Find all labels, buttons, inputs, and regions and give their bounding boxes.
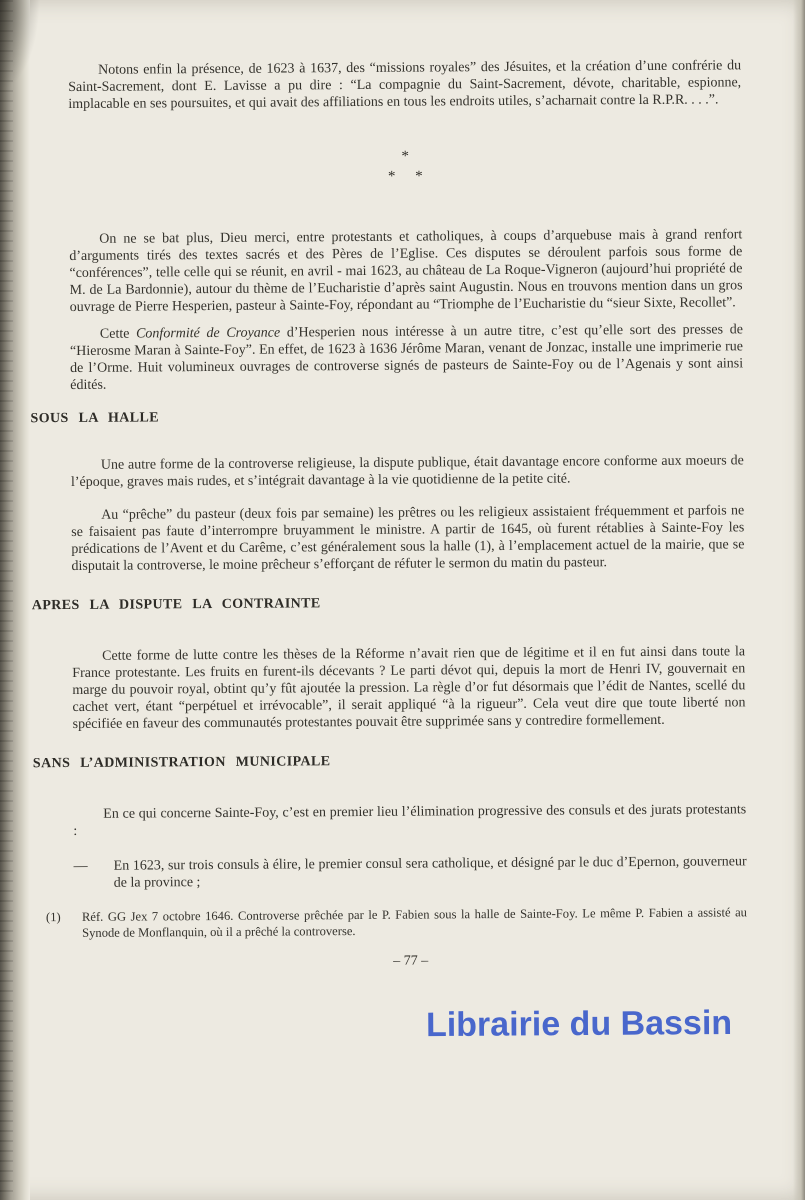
paragraph-preche: Au “prêche” du pasteur (deux fois par semaine) les prêtres ou les religieux assistaient fréquemment et parfois ne se faisaient pas faute d’interrompre bruyamment le ministre. A partir de 1645, où furent rétablies à Sainte-Foy les prédications de l’Avent et du Carême, c’est généralement sous la halle (1), à l’emplacement actuel de la mairie, que se disputait la controverse, le moine prêcheur s’efforçant de réfuter le sermon du matin du pasteur. <box>71 503 745 574</box>
footnote-text: Réf. GG Jex 7 octobre 1646. Controverse prêchée par le P. Fabien sous la halle de Sainte-Foy. Le même P. Fabien a assisté au Synode de Monflanquin, où il a prêché la controverse. <box>81 905 748 940</box>
asterisk-separator-top: * <box>401 148 409 165</box>
asterisk-separator-bottom: * * <box>387 168 423 185</box>
bookseller-watermark: Librairie du Bassin <box>425 1003 733 1045</box>
paragraph-lutte-reforme: Cette forme de lutte contre les thèses de la Réforme n’avait rien que de légitime et il en fut ainsi dans toute la France protestante. Les fruits en furent-ils décevants ? Le parti dévot qui, depuis la mort de Henri IV, gouvernait en marge du pouvoir royal, obtint qu’y fût ajoutée la pression. La règle d’or fut désormais que l’édit de Nantes, scellé du cachet vert, étant “perpétuel et irrévocable”, il serait appliqué “à la rigueur”. Cela veut dire que toute liberté non spécifiée en faveur des communautés protestantes pouvait être supprimée sans y contredire formellement. <box>72 644 746 732</box>
page-number: – 77 – <box>393 953 429 969</box>
section-heading-apres-la-dispute: APRES LA DISPUTE LA CONTRAINTE <box>31 596 321 614</box>
section-heading-sans-administration: SANS L’ADMINISTRATION MUNICIPALE <box>32 754 331 772</box>
paragraph-conformite-pre: Cette <box>99 326 137 342</box>
paragraph-disputes: On ne se bat plus, Dieu merci, entre protestants et catholiques, à coups d’arquebuse mais à grand renfort d’arguments tirés des textes sacrés et des Pères de l’Eglise. Ces disputes se déroulent parfois sous forme de “conférences”, telle celle qui se réunit, en avril - mai 1623, au château de La Roque-Vigneron (aujourd’hui propriété de M. de La Bardonnie), autour du thème de l’Eucharistie d’après saint Augustin. Nous en trouvons mention dans un gros ouvrage de Pierre Hesperien, pasteur à Sainte-Foy, répondant au “Triomphe de l’Eucharistie du “sieur Sixte, Recollet”. <box>69 227 743 315</box>
list-item-text: En 1623, sur trois consuls à élire, le premier consul sera catholique, et désigné par le duc d’Epernon, gouverneur de la province ; <box>113 854 747 891</box>
book-title-conformite: Conformité de Croyance <box>136 325 281 342</box>
page-text-block <box>30 57 748 972</box>
paragraph-elimination-consuls: En ce qui concerne Sainte-Foy, c’est en premier lieu l’élimination progressive des consuls et des jurats protestants : <box>73 802 747 839</box>
footnote-label: (1) <box>45 910 61 925</box>
paragraph-missions-royales: Notons enfin la présence, de 1623 à 1637, des “missions royales” des Jésuites, et la création d’une confrérie du Saint-Sacrement, dont E. Lavisse a pu dire : “La compagnie du Saint-Sacrement, dévote, charitable, espionne, implacable en ses poursuites, et qui avait des affiliations en tous les endroits utiles, s’acharnait contre la R.P.R. . . .”. <box>68 58 742 112</box>
page-right-edge <box>793 0 805 1200</box>
section-heading-sous-la-halle: SOUS LA HALLE <box>30 410 160 427</box>
paragraph-conformite-post: d’Hesperien nous intéresse à un autre titre, c’est qu’elle sort des presses de “Hierosme Maran à Sainte-Foy”. En effet, de 1623 à 1636 Jérôme Maran, venant de Jonzac, installe une imprimerie rue de l’Orme. Huit volumineux ouvrages de controverse signés de pasteurs de Sainte-Foy ou de l’Agenais y sont ainsi édités. <box>69 322 744 393</box>
list-item-dash: — <box>73 858 88 874</box>
asterisk-separator <box>69 144 742 189</box>
paragraph-conformite <box>70 321 743 394</box>
list-item-consuls-1623 <box>74 853 747 892</box>
binding-corner-shadow <box>0 0 40 90</box>
footnote <box>46 905 747 941</box>
paragraph-controverse-publique: Une autre forme de la controverse religieuse, la dispute publique, était davantage encore conforme aux moeurs de l’époque, graves mais rudes, et s’intégrait davantage à la vie quotidienne de la petite cité. <box>70 453 744 490</box>
book-binding-edge <box>0 0 30 1200</box>
